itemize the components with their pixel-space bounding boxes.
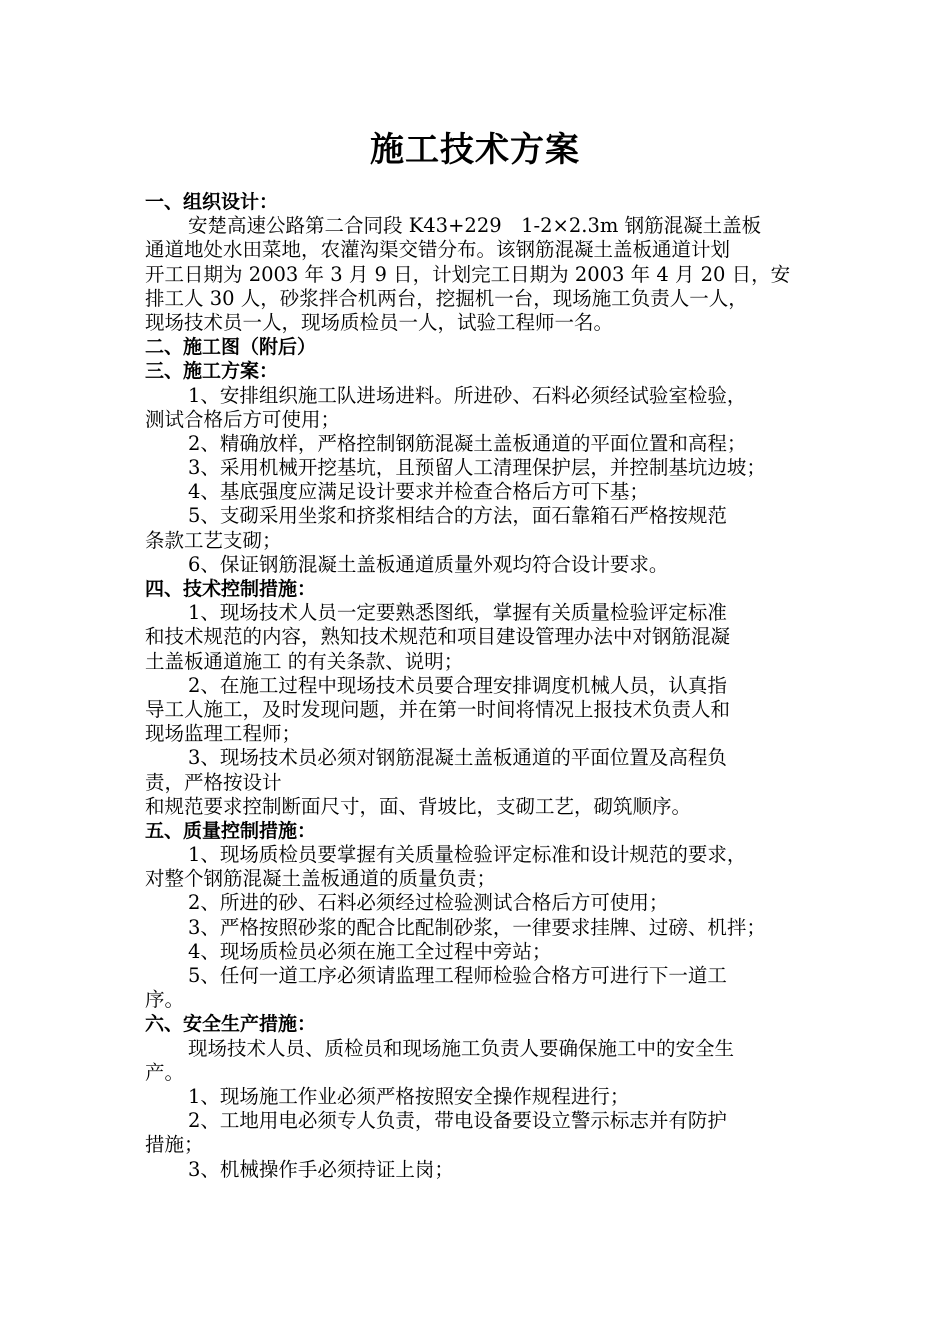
paragraph-line: 3、现场技术员必须对钢筋混凝土盖板通道的平面位置及高程负 [188,746,727,770]
section-heading: 六、安全生产措施： [145,1013,317,1036]
paragraph-line: 现场技术人员、质检员和现场施工负责人要确保施工中的安全生 [188,1036,735,1060]
paragraph-line: 6、保证钢筋混凝土盖板通道质量外观均符合设计要求。 [188,552,669,576]
document-body [145,190,825,1182]
paragraph-line: 安楚高速公路第二合同段 K43+229 1-2×2.3m 钢筋混凝土盖板 [188,214,762,238]
paragraph-line: 开工日期为 2003 年 3 月 9 日，计划完工日期为 2003 年 4 月 20 日，安 [145,262,791,286]
paragraph-line: 4、现场质检员必须在施工全过程中旁站； [188,939,552,963]
paragraph-line: 现场监理工程师； [145,722,302,746]
paragraph-line: 导工人施工，及时发现问题，并在第一时间将情况上报技术负责人和 [145,697,731,721]
paragraph-line: 2、工地用电必须专人负责，带电设备要设立警示标志并有防护 [188,1109,727,1133]
paragraph-line: 5、支砌采用坐浆和挤浆相结合的方法，面石靠箱石严格按规范 [188,504,727,528]
paragraph-line: 5、任何一道工序必须请监理工程师检验合格方可进行下一道工 [188,964,727,987]
paragraph-line: 现场技术员一人，现场质检员一人，试验工程师一名。 [145,310,614,334]
paragraph-line: 2、所进的砂、石料必须经过检验测试合格后方可使用； [188,891,669,915]
paragraph-line: 产。 [145,1060,185,1084]
paragraph-line: 措施； [145,1133,204,1157]
paragraph-line: 1、现场施工作业必须严格按照安全操作规程进行； [188,1084,630,1108]
paragraph-line: 责，严格按设计 [145,770,282,794]
paragraph-line: 1、现场技术人员一定要熟悉图纸，掌握有关质量检验评定标准 [188,601,727,625]
paragraph-line: 2、在施工过程中现场技术员要合理安排调度机械人员，认真指 [188,673,727,697]
paragraph-line: 测试合格后方可使用； [145,407,341,431]
paragraph-line: 1、现场质检员要掌握有关质量检验评定标准和设计规范的要求， [188,843,747,867]
paragraph-line: 3、严格按照砂浆的配合比配制砂浆，一律要求挂牌、过磅、机拌； [188,915,766,939]
paragraph-line: 2、精确放样，严格控制钢筋混凝土盖板通道的平面位置和高程； [188,431,747,455]
section-heading: 三、施工方案： [145,360,279,383]
paragraph-line: 1、安排组织施工队进场进料。所进砂、石料必须经试验室检验， [188,383,747,407]
paragraph-line: 3、机械操作手必须持证上岗； [188,1157,454,1181]
paragraph-line: 对整个钢筋混凝土盖板通道的质量负责； [145,867,497,891]
paragraph-line: 排工人 30 人，砂浆拌合机两台，挖掘机一台，现场施工负责人一人， [145,286,748,310]
paragraph-line: 序。 [145,988,185,1012]
paragraph-line: 土盖板通道施工 的有关条款、说明； [145,649,464,673]
section-heading: 五、质量控制措施： [145,819,317,842]
paragraph-line: 条款工艺支砌； [145,528,282,552]
document-title: 施工技术方案 [370,130,580,170]
paragraph-line: 和技术规范的内容，熟知技术规范和项目建设管理办法中对钢筋混凝 [145,625,731,649]
section-heading: 一、组织设计： [145,191,279,213]
section-heading: 二、施工图（附后） [145,336,317,359]
paragraph-line: 和规范要求控制断面尺寸，面、背坡比，支砌工艺，砌筑顺序。 [145,794,692,818]
paragraph-line: 3、采用机械开挖基坑，且预留人工清理保护层，并控制基坑边坡； [188,456,766,480]
paragraph-line: 4、基底强度应满足设计要求并检查合格后方可下基； [188,480,649,504]
section-heading: 四、技术控制措施： [145,578,317,600]
paragraph-line: 通道地处水田菜地，农灌沟渠交错分布。该钢筋混凝土盖板通道计划 [145,238,731,262]
